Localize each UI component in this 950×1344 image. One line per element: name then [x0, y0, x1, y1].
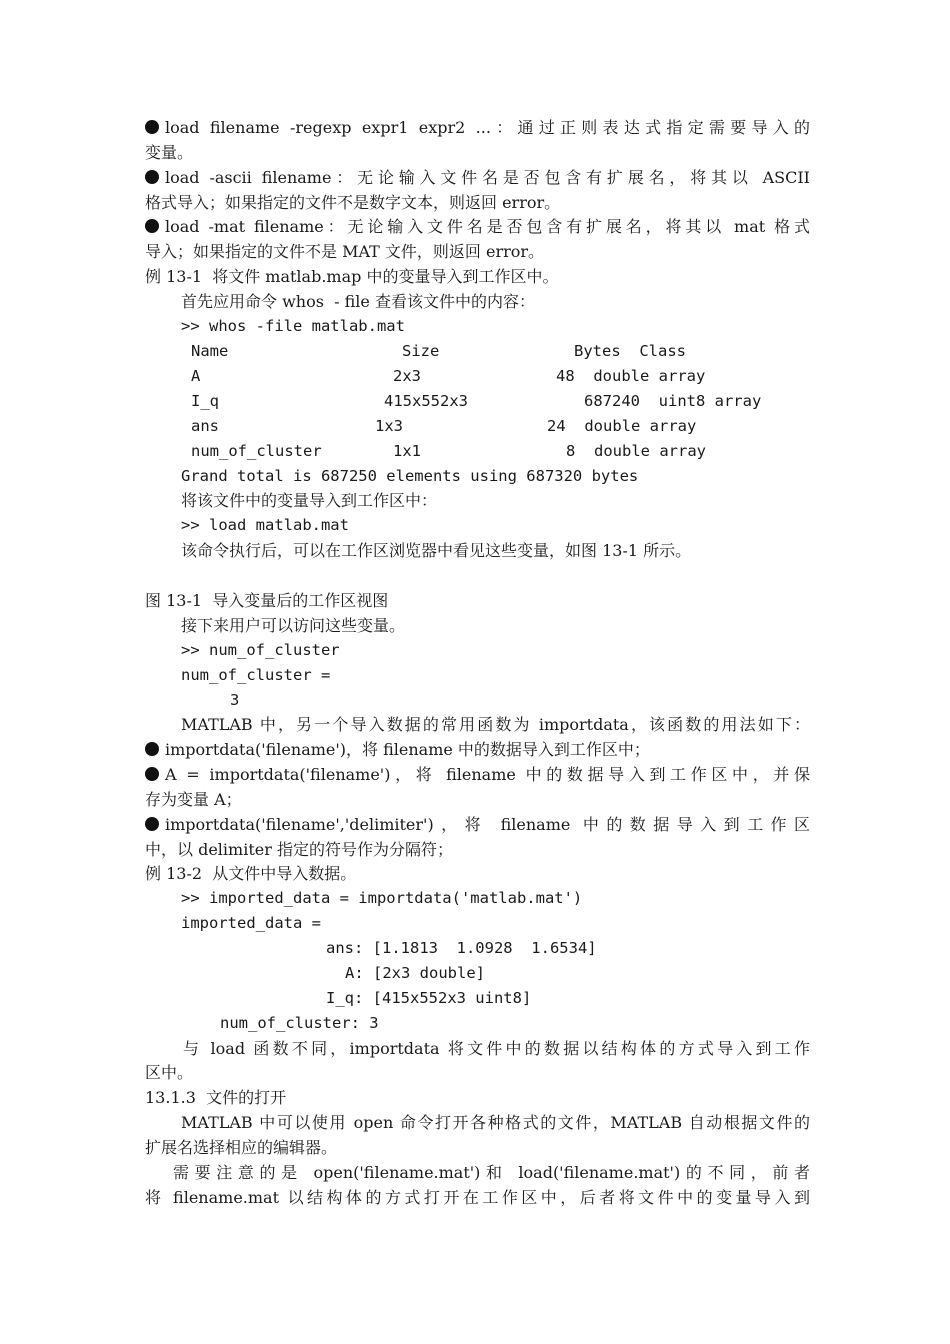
text-line: 接下来用户可以访问这些变量。: [181, 616, 406, 635]
text-line: 需要注意的是 open('filename.mat')和 load('filename.mat')的不同，前者: [173, 1163, 810, 1182]
bullet-load-regexp: [145, 115, 810, 140]
table-cell-size: 1x3: [375, 417, 403, 435]
bullet-importdata-delimiter: [145, 812, 810, 837]
table-cell-size: 2x3: [393, 367, 421, 385]
table-header-name: Name: [191, 342, 229, 360]
table-header-bytes-class: Bytes Class: [574, 342, 686, 360]
text-line: 变量。: [145, 143, 194, 162]
table-cell-name: ans: [191, 417, 219, 435]
code-line: I_q: [415x552x3 uint8]: [326, 989, 532, 1007]
code-line: num_of_cluster =: [181, 666, 331, 684]
table-cell-bytes-class: 8 double array: [566, 442, 706, 460]
text-line: MATLAB 中，另一个导入数据的常用函数为 importdata，该函数的用法如下：: [181, 715, 810, 734]
table-cell-size: 1x1: [393, 442, 421, 460]
section-heading: 13.1.3 文件的打开: [145, 1088, 287, 1107]
code-line: ans: [1.1813 1.0928 1.6534]: [326, 939, 597, 957]
bullet-icon: [145, 219, 159, 233]
text-line: 与 load 函数不同，importdata 将文件中的数据以结构体的方式导入到工作: [183, 1039, 810, 1058]
bullet-icon: [145, 170, 159, 184]
table-cell-name: num_of_cluster: [191, 442, 322, 460]
bullet-load-mat: [145, 214, 810, 239]
text-line: 将该文件中的变量导入到工作区中：: [181, 491, 438, 510]
bullet-icon: [145, 120, 159, 134]
code-line: num_of_cluster: 3: [220, 1014, 379, 1032]
example-heading: 例 13-2 从文件中导入数据。: [145, 864, 357, 883]
bullet-icon: [145, 767, 159, 781]
table-cell-bytes-class: 687240 uint8 array: [584, 392, 762, 410]
text-line: 中，以 delimiter 指定的符号作为分隔符；: [145, 840, 453, 859]
text-line: importdata('filename')，将 filename 中的数据导入到工作区中；: [165, 740, 650, 759]
text-line: 该命令执行后，可以在工作区浏览器中看见这些变量，如图 13-1 所示。: [181, 541, 692, 560]
text-line: 存为变量 A；: [145, 790, 242, 809]
text-line: load -ascii filename：无论输入文件名是否包含有扩展名，将其以 ASCII: [165, 168, 810, 187]
code-line: Grand total is 687250 elements using 687320 bytes: [181, 467, 639, 485]
bullet-importdata-assign: [145, 762, 810, 787]
table-header-size: Size: [402, 342, 440, 360]
table-cell-name: A: [191, 367, 201, 385]
text-line: load -mat filename：无论输入文件名是否包含有扩展名，将其以 mat 格式: [165, 217, 810, 236]
bullet-importdata: [145, 737, 810, 762]
text-line: 将 filename.mat 以结构体的方式打开在工作区中，后者将文件中的变量导入到: [145, 1188, 810, 1207]
table-cell-bytes-class: 48 double array: [556, 367, 706, 385]
text-line: 首先应用命令 whos - file 查看该文件中的内容：: [181, 292, 535, 311]
table-cell-bytes-class: 24 double array: [547, 417, 697, 435]
code-line: >> num_of_cluster: [181, 641, 340, 659]
code-line: A: [2x3 double]: [345, 964, 485, 982]
bullet-icon: [145, 742, 159, 756]
table-cell-name: I_q: [191, 392, 219, 410]
text-line: 扩展名选择相应的编辑器。: [145, 1138, 338, 1157]
code-line: >> imported_data = importdata('matlab.mat'): [181, 889, 583, 907]
text-line: MATLAB 中可以使用 open 命令打开各种格式的文件，MATLAB 自动根据文件的: [181, 1113, 810, 1132]
text-line: load filename -regexp expr1 expr2 ...：通过正则表达式指定需要导入的: [165, 118, 810, 137]
code-line: 3: [230, 691, 240, 709]
code-line: >> load matlab.mat: [181, 516, 349, 534]
text-line: 格式导入；如果指定的文件不是数字文本，则返回 error。: [145, 193, 561, 212]
figure-caption: 图 13-1 导入变量后的工作区视图: [145, 591, 389, 610]
bullet-load-ascii: [145, 165, 810, 190]
bullet-icon: [145, 817, 159, 831]
code-line: imported_data =: [181, 914, 321, 932]
text-line: A = importdata('filename')，将 filename 中的数据导入到工作区中，并保: [165, 765, 810, 784]
table-cell-size: 415x552x3: [384, 392, 468, 410]
code-line: >> whos -file matlab.mat: [181, 317, 405, 335]
example-heading: 例 13-1 将文件 matlab.map 中的变量导入到工作区中。: [145, 267, 559, 286]
text-line: 区中。: [145, 1063, 194, 1082]
text-line: importdata('filename','delimiter')，将 filename 中的数据导入到工作区: [165, 815, 810, 834]
text-line: 导入；如果指定的文件不是 MAT 文件，则返回 error。: [145, 242, 545, 261]
